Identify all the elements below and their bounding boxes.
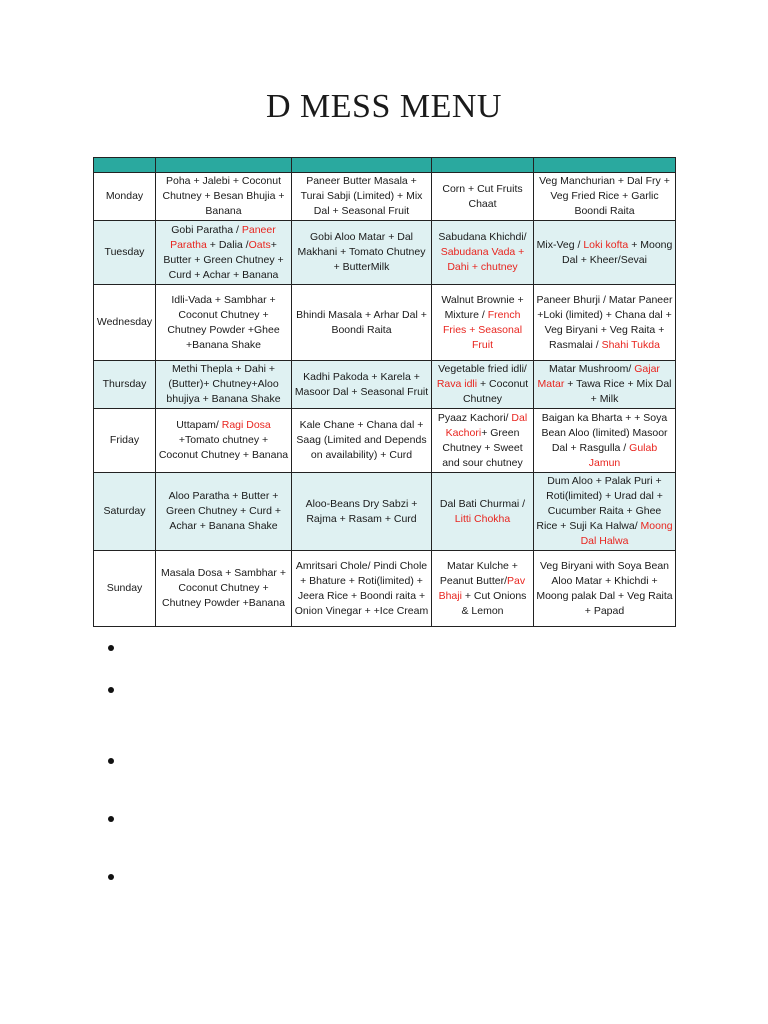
menu-row-sunday — [94, 551, 676, 627]
dish-text: Veg Biryani with Soya Bean Aloo Matar + Khichdi + Moong palak Dal + Veg Raita + Papad — [536, 559, 673, 617]
dish-text: Amritsari Chole/ Pindi Chole + Bhature + Roti(limited) + Jeera Rice + Boondi raita + Onion Vinegar + +Ice Cream — [294, 559, 429, 617]
dish-text: Pyaaz Kachori/ — [437, 411, 512, 424]
highlighted-dish: French Fries + Seasonal Fruit — [442, 308, 523, 351]
bullet-dot-icon — [108, 687, 114, 693]
meal-cell-dinner — [534, 409, 676, 473]
dish-text: + Dalia / — [206, 238, 249, 251]
header-row — [94, 158, 676, 173]
dish-text: Paneer Butter Masala + Turai Sabji (Limited) + Mix Dal + Seasonal Fruit — [300, 175, 423, 217]
header-cell-snacks — [432, 158, 534, 173]
highlighted-dish: Shahi Tukda — [601, 338, 660, 351]
dish-text: Gobi Paratha / — [171, 223, 242, 236]
highlighted-dish: Sabudana Vada + Dahi + chutney — [440, 246, 525, 273]
bullet-dot-icon — [108, 874, 114, 880]
meal-cell-breakfast — [156, 409, 292, 473]
meal-cell-lunch — [292, 473, 432, 551]
bullet-dot-icon — [108, 816, 114, 822]
meal-cell-breakfast — [156, 361, 292, 409]
dish-text: Uttapam/ — [176, 419, 222, 431]
day-cell: Saturday — [94, 473, 156, 551]
meal-cell-breakfast — [156, 285, 292, 361]
dish-text: Kale Chane + Chana dal + Saag (Limited and Depends on availability) + Curd — [296, 419, 427, 461]
day-cell: Sunday — [94, 551, 156, 627]
dish-text: Methi Thepla + Dahi + (Butter)+ Chutney+Aloo bhujiya + Banana Shake — [166, 363, 281, 405]
meal-cell-lunch — [292, 361, 432, 409]
highlighted-dish: Moong Dal Halwa — [580, 520, 673, 547]
header-cell-dinner — [534, 158, 676, 173]
dish-text: +Tomato chutney + Coconut Chutney + Banana — [158, 434, 289, 461]
dish-text: + Butter + Green Chutney + Curd + Achar + Banana — [163, 238, 284, 281]
meal-cell-dinner — [534, 473, 676, 551]
day-cell: Wednesday — [94, 285, 156, 361]
meal-cell-snacks — [432, 409, 534, 473]
day-cell: Friday — [94, 409, 156, 473]
menu-row-wednesday — [94, 285, 676, 361]
meal-cell-breakfast — [156, 551, 292, 627]
header-cell-day — [94, 158, 156, 173]
dish-text: Veg Manchurian + Dal Fry + Veg Fried Rice + Garlic Boondi Raita — [539, 175, 670, 217]
dish-text: + Moong Dal + Kheer/Sevai — [562, 238, 673, 266]
dish-text: Matar Mushroom/ — [549, 363, 635, 375]
bullet-dot-icon — [108, 645, 114, 651]
meal-cell-breakfast — [156, 473, 292, 551]
menu-row-thursday — [94, 361, 676, 409]
meal-cell-snacks — [432, 361, 534, 409]
meal-cell-dinner — [534, 551, 676, 627]
meal-cell-lunch — [292, 285, 432, 361]
bullet-item — [108, 816, 116, 824]
menu-row-monday — [94, 173, 676, 221]
highlighted-dish: Loki kofta — [583, 238, 629, 251]
dish-text: Dal Bati Churmai / — [439, 497, 526, 510]
menu-row-tuesday — [94, 221, 676, 285]
dish-text: Walnut Brownie + Mixture / — [441, 293, 524, 321]
mess-menu-table — [93, 157, 676, 627]
header-cell-lunch — [292, 158, 432, 173]
meal-cell-lunch — [292, 409, 432, 473]
dish-text: + Coconut Chutney — [462, 378, 529, 405]
meal-cell-dinner — [534, 221, 676, 285]
dish-text: Paneer Bhurji / Matar Paneer +Loki (limited) + Chana dal + Veg Biryani + Veg Raita + Rasmalai / — [536, 293, 673, 351]
highlighted-dish: Rava idli — [436, 378, 478, 390]
meal-cell-snacks — [432, 473, 534, 551]
dish-text: Mix-Veg / — [536, 238, 584, 251]
dish-text: Corn + Cut Fruits Chaat — [442, 182, 523, 210]
dish-text: Vegetable fried idli/ — [438, 363, 527, 375]
highlighted-dish: Ragi Dosa — [221, 419, 271, 431]
meal-cell-lunch — [292, 551, 432, 627]
dish-text: Aloo-Beans Dry Sabzi + Rajma + Rasam + Curd — [305, 497, 418, 525]
dish-text: Idli-Vada + Sambhar + Coconut Chutney + Chutney Powder +Ghee +Banana Shake — [167, 293, 280, 351]
dish-text: Matar Kulche + Peanut Butter/ — [439, 559, 518, 587]
dish-text: Aloo Paratha + Butter + Green Chutney + Curd + Achar + Banana Shake — [166, 490, 281, 532]
meal-cell-lunch — [292, 173, 432, 221]
highlighted-dish: Oats — [248, 238, 271, 251]
meal-cell-dinner — [534, 361, 676, 409]
highlighted-dish: Dal Kachori — [445, 411, 528, 439]
menu-row-saturday — [94, 473, 676, 551]
meal-cell-lunch — [292, 221, 432, 285]
dish-text: Masala Dosa + Sambhar + Coconut Chutney + Chutney Powder +Banana — [161, 567, 286, 609]
dish-text: + Cut Onions & Lemon — [461, 589, 527, 617]
dish-text: Sabudana Khichdi/ — [438, 231, 527, 243]
dish-text: Kadhi Pakoda + Karela + Masoor Dal + Seasonal Fruit — [294, 370, 429, 398]
bullet-dot-icon — [108, 758, 114, 764]
meal-cell-dinner — [534, 285, 676, 361]
dish-text: Dum Aloo + Palak Puri + Roti(limited) + Urad dal + Cucumber Raita + Ghee Rice + Suji Ka Halwa/ — [536, 475, 663, 532]
page-title: D MESS MENU — [266, 88, 502, 125]
bullet-list — [108, 645, 116, 882]
bullet-item — [108, 758, 116, 766]
bullet-item — [108, 687, 116, 695]
meal-cell-snacks — [432, 173, 534, 221]
day-cell: Thursday — [94, 361, 156, 409]
highlighted-dish: Gajar Matar — [537, 363, 660, 390]
dish-text: + Tawa Rice + Mix Dal + Milk — [564, 378, 672, 405]
meal-cell-snacks — [432, 285, 534, 361]
highlighted-dish: Litti Chokha — [454, 512, 511, 525]
header-cell-breakfast — [156, 158, 292, 173]
meal-cell-breakfast — [156, 173, 292, 221]
highlighted-dish: Pav Bhaji — [438, 574, 526, 602]
meal-cell-breakfast — [156, 221, 292, 285]
menu-row-friday — [94, 409, 676, 473]
dish-text: Gobi Aloo Matar + Dal Makhani + Tomato Chutney + ButterMilk — [297, 231, 426, 273]
meal-cell-snacks — [432, 551, 534, 627]
day-cell: Tuesday — [94, 221, 156, 285]
bullet-item — [108, 874, 116, 882]
dish-text: Baigan ka Bharta + + Soya Bean Aloo (limited) Masoor Dal + Rasgulla / — [541, 411, 668, 454]
dish-text: Poha + Jalebi + Coconut Chutney + Besan Bhujia + Banana — [162, 175, 285, 217]
dish-text: Bhindi Masala + Arhar Dal + Boondi Raita — [296, 308, 427, 336]
highlighted-dish: Paneer Paratha — [170, 223, 276, 251]
bullet-item — [108, 645, 116, 653]
day-cell: Monday — [94, 173, 156, 221]
meal-cell-dinner — [534, 173, 676, 221]
meal-cell-snacks — [432, 221, 534, 285]
highlighted-dish: Gulab Jamun — [588, 441, 658, 469]
dish-text: + Green Chutney + Sweet and sour chutney — [442, 426, 523, 469]
